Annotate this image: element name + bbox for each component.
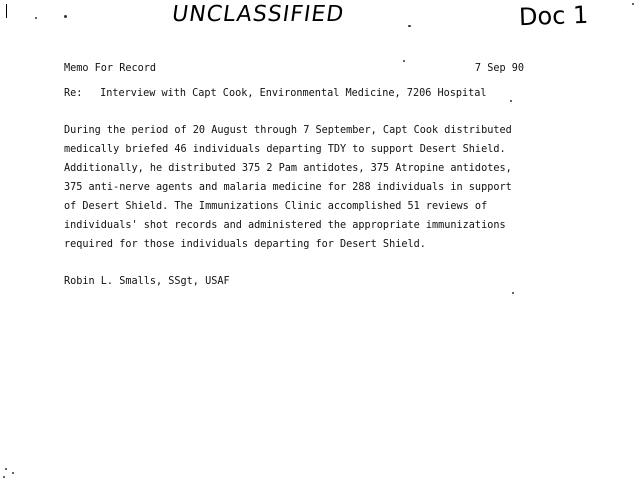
scan-speck	[12, 472, 14, 474]
subject-label: Re:	[64, 88, 83, 99]
scan-speck	[64, 15, 67, 18]
subject-text: Interview with Capt Cook, Environmental Medicine, 7206 Hospital	[100, 88, 487, 99]
body-line: During the period of 20 August through 7 September, Capt Cook distributed	[64, 125, 512, 136]
body-line: required for those individuals departing for Desert Shield.	[64, 239, 426, 250]
scan-speck	[35, 17, 37, 19]
body-line: individuals' shot records and administered the appropriate immunizations	[64, 220, 506, 231]
classification-stamp: UNCLASSIFIED	[170, 2, 346, 27]
doc-label: Doc 1	[518, 0, 589, 32]
scan-speck	[632, 3, 634, 5]
body-line: Additionally, he distributed 375 2 Pam antidotes, 375 Atropine antidotes,	[64, 163, 512, 174]
signature-block: Robin L. Smalls, SSgt, USAF	[64, 276, 230, 287]
memo-body	[64, 121, 514, 254]
body-line: of Desert Shield. The Immunizations Clinic accomplished 51 reviews of	[64, 201, 488, 212]
scan-speck	[3, 476, 5, 478]
scan-edge-mark	[6, 4, 7, 18]
memo-header	[64, 59, 524, 78]
subject-line	[64, 84, 534, 103]
body-line: 375 anti-nerve agents and malaria medicine for 288 individuals in support	[64, 182, 512, 193]
memo-title: Memo For Record	[64, 63, 157, 74]
scan-speck	[5, 468, 7, 470]
body-line: medically briefed 46 individuals departing TDY to support Desert Shield.	[64, 144, 506, 155]
memo-date: 7 Sep 90	[474, 63, 524, 74]
scan-speck	[408, 25, 411, 27]
scan-speck	[512, 292, 514, 294]
